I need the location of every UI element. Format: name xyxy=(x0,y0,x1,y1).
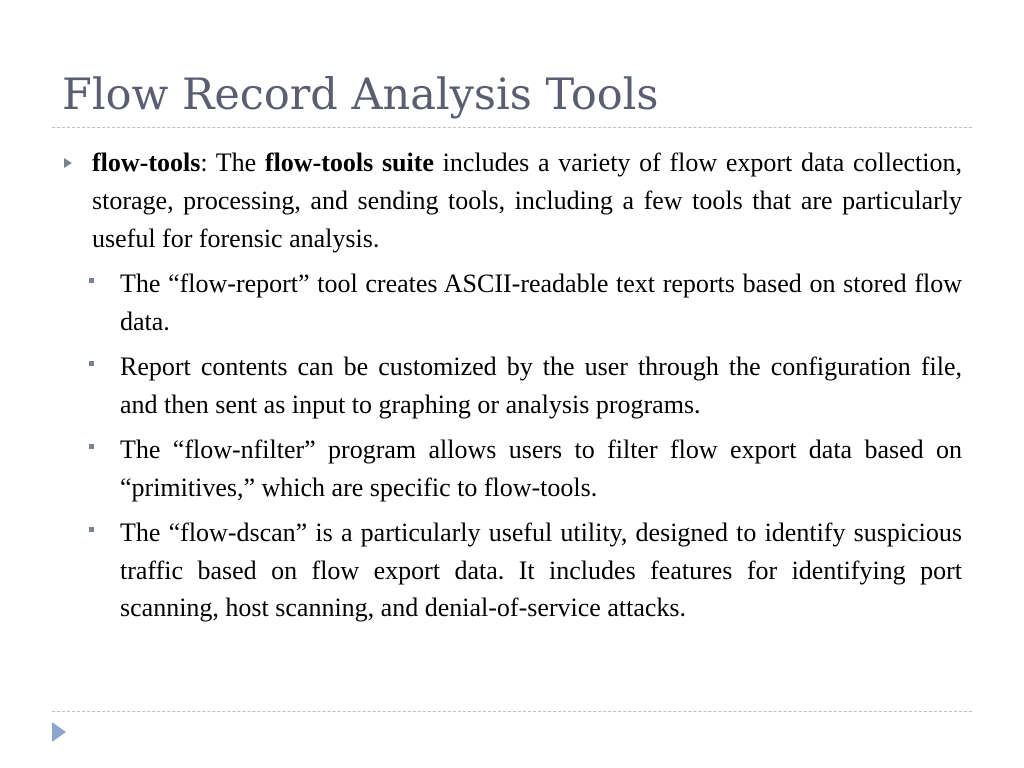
title-divider xyxy=(52,127,972,128)
square-bullet-icon xyxy=(89,527,94,532)
sub-bullet-text: Report contents can be customized by the user through the configuration file, and then sent as input to graphing or analysis programs. xyxy=(120,352,962,419)
suite-name: flow-tools suite xyxy=(264,148,434,177)
sub-bullet-list xyxy=(62,265,962,627)
sub-bullet-text: The “flow-nfilter” program allows users to filter flow export data based on “primitives,” which are specific to flow-tools. xyxy=(120,435,962,502)
triangle-bullet-icon xyxy=(64,158,72,168)
sub-bullet-flow-report xyxy=(62,265,962,340)
footer-divider xyxy=(52,711,972,712)
term-flow-tools: flow-tools xyxy=(92,148,201,177)
sub-bullet-text: The “flow-dscan” is a particularly useful utility, designed to identify suspicious traffic based on flow export data. It includes features for identifying port scanning, host scanning, and denial-of-service attacks. xyxy=(120,518,962,622)
main-bullet-text: includes a variety of flow export data collection, storage, processing, and sending tools, including a few tools that are particularly useful for forensic analysis. xyxy=(92,148,962,253)
square-bullet-icon xyxy=(89,361,94,366)
slide-title: Flow Record Analysis Tools xyxy=(62,70,659,120)
square-bullet-icon xyxy=(89,278,94,283)
sub-bullet-flow-nfilter xyxy=(62,431,962,506)
sub-bullet-report-contents xyxy=(62,348,962,423)
term-colon: : xyxy=(200,148,208,177)
square-bullet-icon xyxy=(89,444,94,449)
sub-bullet-flow-dscan xyxy=(62,514,962,627)
next-slide-arrow-icon[interactable] xyxy=(52,722,66,742)
main-bullet-lead: The xyxy=(207,148,265,177)
main-bullet xyxy=(62,144,962,258)
slide-content xyxy=(62,144,962,635)
sub-bullet-text: The “flow-report” tool creates ASCII-readable text reports based on stored flow data. xyxy=(120,269,962,336)
